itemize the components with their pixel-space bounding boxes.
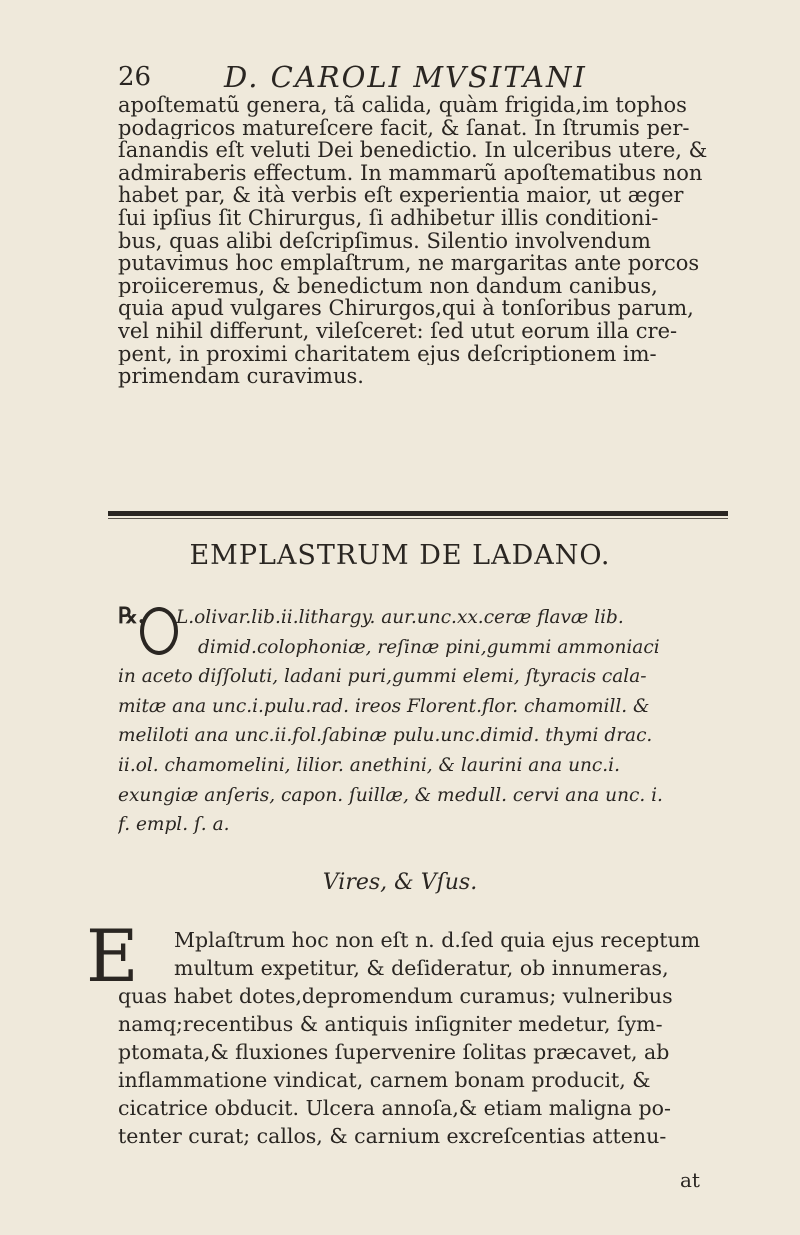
text-line: cicatrice obducit. Ulcera annoſa,& etiam maligna po- [118, 1096, 671, 1120]
section-title: EMPLASTRUM DE LADANO. [189, 540, 611, 571]
recipe [118, 603, 738, 840]
recipe-symbol: ℞. [118, 603, 146, 629]
subheading: Vires, & Vſus. [322, 870, 478, 895]
text-line: quia apud vulgares Chirurgos,qui à tonſoribus parum, [118, 297, 694, 320]
text-line: ſanandis eſt veluti Dei benedictio. In ulceribus utere, & [118, 139, 708, 162]
text-line: Mplaſtrum hoc non eſt n. d.ſed quia ejus receptum [174, 928, 701, 952]
recipe-line: dimid.colophoniæ, reſinæ pini,gummi ammoniaci [198, 636, 660, 658]
recipe-line: in aceto diſſoluti, ladani puri,gummi elemi, ſtyracis cala- [118, 666, 647, 688]
section-divider [108, 511, 728, 516]
recipe-line: f. empl. ſ. a. [118, 814, 230, 836]
text-line: ptomata,& fluxiones ſupervenire ſolitas præcavet, ab [118, 1040, 670, 1064]
text-line: primendam curavimus. [118, 365, 364, 388]
drop-cap-o-ornament [140, 607, 178, 655]
text-line: quas habet dotes,depromendum curamus; vulneribus [118, 984, 673, 1008]
text-line: putavimus hoc emplaſtrum, ne margaritas ante porcos [118, 252, 700, 275]
text-line: ſui ipſius ſit Chirurgus, ſi adhibetur illis conditioni- [118, 206, 659, 230]
page-header [118, 62, 738, 96]
recipe-line: ii.ol. chamomelini, lilior. anethini, & laurini ana unc.i. [118, 754, 620, 776]
recipe-line: mitæ ana unc.i.pulu.rad. ireos Florent.flor. chamomill. & [118, 695, 650, 717]
text-line: admiraberis effectum. In mammarũ apoſtematibus non [118, 161, 703, 185]
text-line: inflammatione vindicat, carnem bonam producit, & [118, 1068, 651, 1092]
section-divider-thin [108, 518, 728, 519]
page-number: 26 [118, 62, 152, 92]
catchword: at [680, 1168, 700, 1192]
recipe-line: meliloti ana unc.ii.fol.ſabinæ pulu.unc.dimid. thymi drac. [118, 725, 653, 747]
recipe-line: exungiæ anſeris, capon. ſuillæ, & medull. cervi ana unc. i. [118, 784, 663, 806]
paragraph-1 [118, 94, 738, 388]
text-line: multum expetitur, & deſideratur, ob innumeras, [174, 956, 669, 980]
text-line: habet par, & ità verbis eſt experientia maior, ut æger [118, 184, 684, 207]
paragraph-2 [118, 926, 738, 1150]
running-head: D. CAROLI MVSITANI [224, 60, 587, 94]
text-line: podagricos matureſcere facit, & ſanat. In ſtrumis per- [118, 116, 690, 140]
text-line: vel nihil differunt, vileſceret: ſed utut eorum illa cre- [118, 319, 678, 343]
text-line: bus, quas alibi deſcripſimus. Silentio involvendum [118, 229, 651, 253]
text-line: namq;recentibus & antiquis inſigniter medetur, ſym- [118, 1012, 663, 1036]
text-line: proiiceremus, & benedictum non dandum canibus, [118, 274, 658, 298]
text-line: tenter curat; callos, & carnium excreſcentias attenu- [118, 1124, 667, 1148]
recipe-line: L.olivar.lib.ii.lithargy. aur.unc.xx.ceræ flavæ lib. [176, 607, 624, 628]
text-line: pent, in proximi charitatem ejus deſcriptionem im- [118, 342, 657, 366]
text-line: apoſtematũ genera, tã calida, quàm frigida,im tophos [118, 94, 687, 117]
drop-cap: E [86, 914, 139, 998]
